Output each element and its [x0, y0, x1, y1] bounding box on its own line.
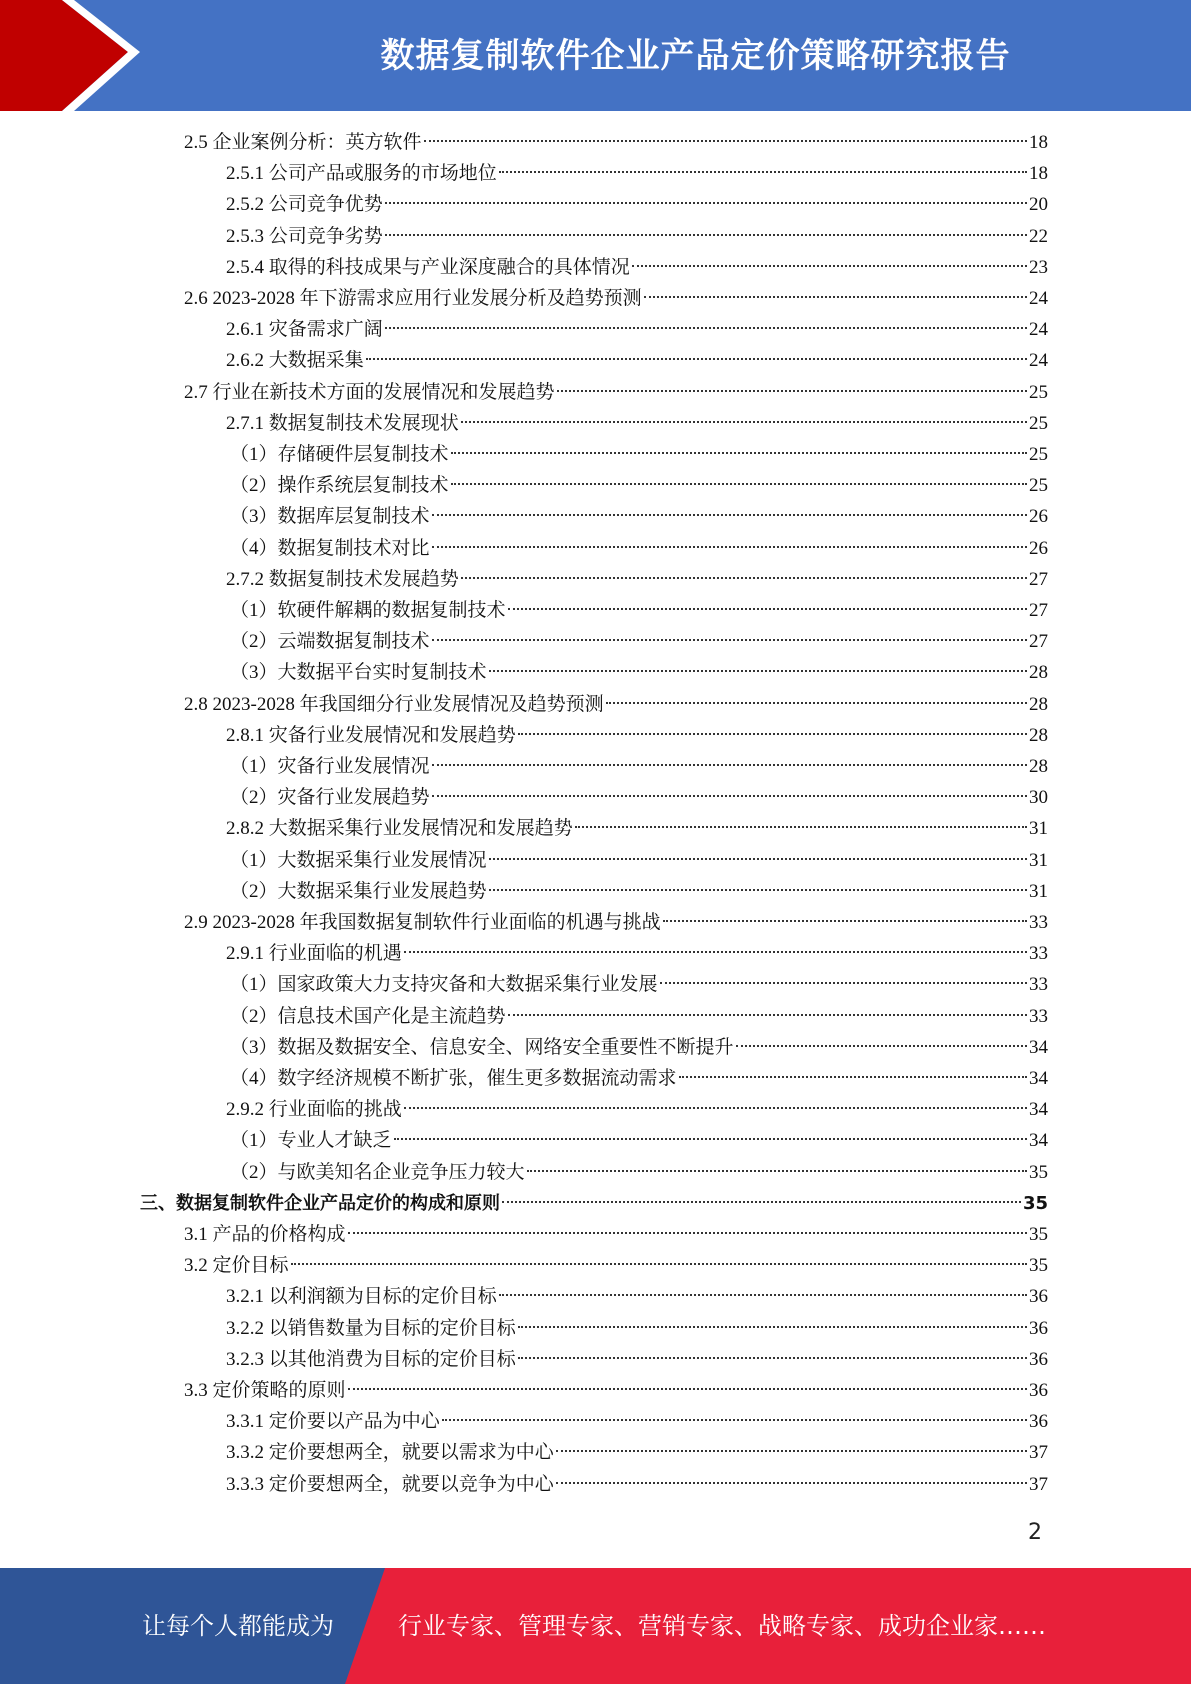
- toc-entry[interactable]: [230, 1157, 1048, 1188]
- toc-entry-page: 25: [1029, 412, 1048, 434]
- toc-entry-page: 37: [1029, 1473, 1048, 1495]
- toc-entry-page: 27: [1029, 600, 1048, 621]
- toc-entry[interactable]: [226, 345, 1048, 376]
- toc-entry-label: （3）数据及数据安全、信息安全、网络安全重要性不断提升: [230, 1036, 734, 1058]
- toc-dot-leader: [489, 858, 1027, 860]
- toc-entry-label: 2.5.1 公司产品或服务的市场地位: [226, 163, 497, 185]
- toc-entry[interactable]: [230, 501, 1048, 532]
- toc-entry-label: （3）大数据平台实时复制技术: [230, 662, 487, 684]
- toc-entry-label: 2.8.1 灾备行业发展情况和发展趋势: [226, 724, 516, 746]
- toc-entry[interactable]: [230, 1063, 1048, 1094]
- toc-dot-leader: [432, 764, 1027, 766]
- toc-dot-leader: [632, 265, 1027, 267]
- toc-entry-label: （1）软硬件解耦的数据复制技术: [230, 600, 506, 621]
- toc-dot-leader: [461, 577, 1027, 579]
- toc-entry-page: 25: [1029, 475, 1048, 497]
- toc-entry[interactable]: [226, 252, 1048, 283]
- toc-entry-label: 3.3.2 定价要想两全，就要以需求为中心: [226, 1442, 554, 1464]
- toc-entry-page: 20: [1029, 194, 1048, 216]
- toc-entry-label: （1）存储硬件层复制技术: [230, 444, 449, 465]
- toc-dot-leader: [385, 234, 1027, 236]
- toc-dot-leader: [518, 733, 1027, 735]
- toc-entry-page: 26: [1029, 506, 1048, 528]
- toc-entry-page: 18: [1029, 132, 1048, 153]
- toc-entry-page: 31: [1029, 849, 1048, 871]
- toc-dot-leader: [736, 1045, 1027, 1047]
- toc-entry-page: 27: [1029, 568, 1048, 590]
- toc-entry-label: 三、数据复制软件企业产品定价的构成和原则: [140, 1192, 500, 1214]
- toc-dot-leader: [644, 296, 1027, 298]
- toc-dot-leader: [499, 171, 1027, 173]
- toc-entry[interactable]: [230, 751, 1048, 782]
- toc-dot-leader: [527, 1170, 1027, 1172]
- toc-dot-leader: [394, 1138, 1027, 1140]
- toc-entry[interactable]: [226, 564, 1048, 595]
- toc-entry-label: 3.2.1 以利润额为目标的定价目标: [226, 1286, 497, 1308]
- toc-dot-leader: [432, 795, 1027, 797]
- toc-entry-label: 2.5.3 公司竞争劣势: [226, 225, 383, 247]
- toc-dot-leader: [385, 202, 1027, 204]
- toc-entry[interactable]: [230, 657, 1048, 688]
- toc-entry-page: 26: [1029, 537, 1048, 559]
- toc-entry-page: 35: [1029, 1161, 1048, 1183]
- toc-entry-page: 23: [1029, 256, 1048, 278]
- toc-entry[interactable]: [184, 1219, 1048, 1250]
- header-red-arrow-decoration: [0, 0, 150, 111]
- toc-entry-label: 2.8.2 大数据采集行业发展情况和发展趋势: [226, 818, 573, 840]
- toc-entry[interactable]: [184, 1375, 1048, 1406]
- toc-entry-label: 2.7.1 数据复制技术发展现状: [226, 412, 459, 434]
- page-number: 2: [1028, 1520, 1042, 1545]
- toc-entry[interactable]: [230, 533, 1048, 564]
- toc-entry-page: 28: [1029, 724, 1048, 746]
- toc-entry-page: 33: [1029, 1005, 1048, 1027]
- toc-entry-label: （1）灾备行业发展情况: [230, 756, 430, 777]
- toc-dot-leader: [442, 1419, 1027, 1421]
- toc-dot-leader: [489, 670, 1027, 672]
- toc-entry-label: （2）云端数据复制技术: [230, 631, 430, 653]
- toc-dot-leader: [508, 1014, 1027, 1016]
- toc-entry-label: 2.9.1 行业面临的机遇: [226, 943, 402, 965]
- toc-entry-label: 2.6.1 灾备需求广阔: [226, 319, 383, 341]
- toc-entry-label: （3）数据库层复制技术: [230, 506, 430, 528]
- toc-entry-page: 35: [1029, 1255, 1048, 1277]
- toc-dot-leader: [348, 1232, 1027, 1234]
- toc-entry-label: （2）与欧美知名企业竞争压力较大: [230, 1161, 525, 1183]
- toc-entry-page: 27: [1029, 631, 1048, 653]
- toc-entry-label: 2.6 2023-2028 年下游需求应用行业发展分析及趋势预测: [184, 288, 642, 309]
- toc-dot-leader: [557, 390, 1027, 392]
- toc-entry[interactable]: [226, 408, 1048, 439]
- toc-dot-leader: [451, 452, 1027, 454]
- toc-entry-page: 22: [1029, 225, 1048, 247]
- toc-entry-page: 35: [1022, 1192, 1048, 1214]
- toc-entry[interactable]: [226, 1094, 1048, 1125]
- toc-entry[interactable]: [230, 439, 1048, 470]
- toc-entry[interactable]: [226, 938, 1048, 969]
- toc-dot-leader: [556, 1450, 1027, 1452]
- toc-entry-page: 36: [1029, 1286, 1048, 1308]
- toc-entry[interactable]: [184, 907, 1048, 938]
- toc-entry-page: 25: [1029, 381, 1048, 403]
- toc-entry-label: 3.2 定价目标: [184, 1255, 289, 1277]
- toc-dot-leader: [366, 358, 1027, 360]
- toc-entry-label: 2.9.2 行业面临的挑战: [226, 1099, 402, 1121]
- toc-entry-label: 3.3 定价策略的原则: [184, 1380, 346, 1401]
- toc-entry-page: 34: [1029, 1068, 1048, 1089]
- toc-dot-leader: [404, 951, 1027, 953]
- toc-entry-label: （2）灾备行业发展趋势: [230, 787, 430, 809]
- toc-entry-page: 31: [1029, 880, 1048, 902]
- toc-entry-label: 2.6.2 大数据采集: [226, 350, 364, 372]
- toc-entry-label: 3.2.3 以其他消费为目标的定价目标: [226, 1348, 516, 1370]
- toc-dot-leader: [502, 1201, 1021, 1203]
- toc-entry[interactable]: [230, 1125, 1048, 1156]
- toc-entry-page: 33: [1029, 912, 1048, 933]
- toc-entry-page: 31: [1029, 818, 1048, 840]
- toc-entry-page: 34: [1029, 1130, 1048, 1152]
- toc-entry-label: 3.3.3 定价要想两全，就要以竞争为中心: [226, 1473, 554, 1495]
- toc-entry-page: 25: [1029, 444, 1048, 465]
- toc-entry[interactable]: [230, 595, 1048, 626]
- toc-entry[interactable]: [230, 1001, 1048, 1032]
- toc-dot-leader: [575, 826, 1027, 828]
- toc-entry[interactable]: [226, 1437, 1048, 1468]
- page-footer: [0, 1568, 1191, 1684]
- toc-entry[interactable]: [226, 1281, 1048, 1312]
- toc-entry[interactable]: [230, 626, 1048, 657]
- toc-entry-page: 33: [1029, 974, 1048, 996]
- toc-dot-leader: [489, 889, 1027, 891]
- toc-dot-leader: [518, 1357, 1027, 1359]
- toc-dot-leader: [606, 702, 1027, 704]
- toc-entry-label: （1）大数据采集行业发展情况: [230, 849, 487, 871]
- toc-entry-page: 37: [1029, 1442, 1048, 1464]
- toc-entry-page: 36: [1029, 1411, 1048, 1433]
- toc-entry-label: （2）信息技术国产化是主流趋势: [230, 1005, 506, 1027]
- toc-entry[interactable]: [230, 782, 1048, 813]
- toc-entry[interactable]: [226, 720, 1048, 751]
- toc-entry-page: 30: [1029, 787, 1048, 809]
- toc-dot-leader: [679, 1076, 1027, 1078]
- toc-entry-label: （1）国家政策大力支持灾备和大数据采集行业发展: [230, 974, 658, 996]
- toc-entry-page: 36: [1029, 1348, 1048, 1370]
- toc-dot-leader: [404, 1107, 1027, 1109]
- toc-entry-page: 18: [1029, 163, 1048, 185]
- toc-entry-page: 33: [1029, 943, 1048, 965]
- toc-entry-page: 28: [1029, 756, 1048, 777]
- toc-dot-leader: [660, 982, 1027, 984]
- toc-entry-label: （1）专业人才缺乏: [230, 1130, 392, 1152]
- toc-entry[interactable]: [230, 1032, 1048, 1063]
- toc-dot-leader: [432, 514, 1027, 516]
- toc-entry-label: 2.9 2023-2028 年我国数据复制软件行业面临的机遇与挑战: [184, 912, 661, 933]
- toc-entry-label: 3.2.2 以销售数量为目标的定价目标: [226, 1317, 516, 1339]
- footer-slogan-left: 让每个人都能成为: [142, 1612, 334, 1640]
- toc-entry-label: 2.8 2023-2028 年我国细分行业发展情况及趋势预测: [184, 693, 604, 715]
- toc-dot-leader: [385, 327, 1027, 329]
- toc-entry[interactable]: [226, 158, 1048, 189]
- toc-entry-label: 2.5.2 公司竞争优势: [226, 194, 383, 216]
- toc-entry[interactable]: [226, 1469, 1048, 1500]
- toc-entry[interactable]: [226, 314, 1048, 345]
- toc-dot-leader: [556, 1482, 1027, 1484]
- footer-slogan-right: 行业专家、管理专家、营销专家、战略专家、成功企业家……: [398, 1612, 1046, 1640]
- toc-entry[interactable]: [226, 1344, 1048, 1375]
- toc-dot-leader: [508, 608, 1027, 610]
- toc-entry-label: 2.5 企业案例分析：英方软件: [184, 132, 422, 153]
- toc-entry-label: 3.3.1 定价要以产品为中心: [226, 1411, 440, 1433]
- toc-entry-label: 2.7.2 数据复制技术发展趋势: [226, 568, 459, 590]
- toc-entry-page: 28: [1029, 693, 1048, 715]
- toc-entry-label: （2）操作系统层复制技术: [230, 475, 449, 497]
- toc-entry-page: 36: [1029, 1317, 1048, 1339]
- toc-entry[interactable]: [184, 1250, 1048, 1281]
- toc-entry[interactable]: [184, 689, 1048, 720]
- toc-entry-label: （4）数字经济规模不断扩张，催生更多数据流动需求: [230, 1068, 677, 1089]
- toc-dot-leader: [518, 1326, 1027, 1328]
- toc-entry[interactable]: [230, 845, 1048, 876]
- toc-dot-leader: [499, 1294, 1027, 1296]
- toc-entry[interactable]: [184, 377, 1048, 408]
- toc-dot-leader: [291, 1263, 1027, 1265]
- report-title: 数据复制软件企业产品定价策略研究报告: [380, 35, 1011, 76]
- toc-entry-label: （2）大数据采集行业发展趋势: [230, 880, 487, 902]
- toc-entry[interactable]: [226, 1313, 1048, 1344]
- toc-entry-label: 2.5.4 取得的科技成果与产业深度融合的具体情况: [226, 256, 630, 278]
- toc-dot-leader: [432, 546, 1027, 548]
- toc-entry-label: （4）数据复制技术对比: [230, 537, 430, 559]
- toc-entry-page: 35: [1029, 1224, 1048, 1245]
- toc-entry-page: 34: [1029, 1099, 1048, 1121]
- toc-dot-leader: [348, 1388, 1027, 1390]
- toc-entry-page: 24: [1029, 288, 1048, 309]
- toc-dot-leader: [432, 639, 1027, 641]
- toc-entry-page: 28: [1029, 662, 1048, 684]
- toc-entry[interactable]: [226, 1406, 1048, 1437]
- toc-entry[interactable]: [230, 470, 1048, 501]
- toc-entry-label: 3.1 产品的价格构成: [184, 1224, 346, 1245]
- toc-entry[interactable]: [230, 876, 1048, 907]
- toc-entry[interactable]: [226, 189, 1048, 220]
- toc-entry[interactable]: [226, 221, 1048, 252]
- toc-entry[interactable]: [184, 283, 1048, 314]
- toc-dot-leader: [663, 920, 1027, 922]
- toc-entry[interactable]: [140, 1188, 1048, 1219]
- toc-dot-leader: [424, 140, 1027, 142]
- page-header: [0, 0, 1191, 111]
- toc-entry[interactable]: [226, 813, 1048, 844]
- toc-dot-leader: [451, 483, 1027, 485]
- toc-entry-page: 34: [1029, 1036, 1048, 1058]
- toc-entry-page: 24: [1029, 319, 1048, 341]
- toc-entry-page: 36: [1029, 1380, 1048, 1401]
- toc-dot-leader: [461, 421, 1027, 423]
- toc-entry-label: 2.7 行业在新技术方面的发展情况和发展趋势: [184, 381, 555, 403]
- toc-entry[interactable]: [230, 969, 1048, 1000]
- toc-entry-page: 24: [1029, 350, 1048, 372]
- toc-entry[interactable]: [184, 127, 1048, 158]
